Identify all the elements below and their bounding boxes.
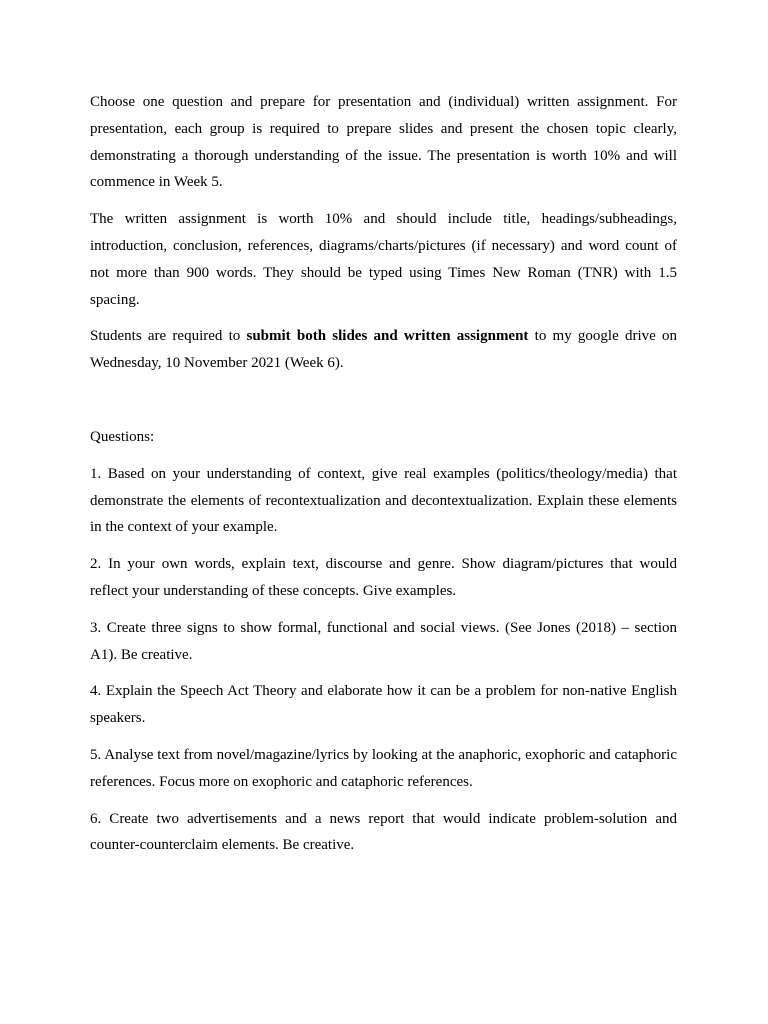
question-5: 5. Analyse text from novel/magazine/lyrics by looking at the anaphoric, exophoric and cataphoric references. Focus more on exophoric and cataphoric references. <box>90 746 677 790</box>
intro-paragraph-2: The written assignment is worth 10% and should include title, headings/subheadings, introduction, conclusion, references, diagrams/charts/pictures (if necessary) and word count of not more than 900 words. They should be typed using Times New Roman (TNR) with 1.5 spacing. <box>90 211 677 308</box>
question-1: 1. Based on your understanding of context, give real examples (politics/theology/media) that demonstrate the elements of recontextualization and decontextualization. Explain these elements in the context of your example. <box>90 465 677 536</box>
submission-text-after: to my google drive on Wednesday, 10 November 2021 (Week 6). <box>90 328 677 372</box>
section-spacer <box>90 387 677 424</box>
submission-paragraph <box>90 323 677 377</box>
questions-heading: Questions: <box>90 428 155 445</box>
document-page <box>90 89 677 869</box>
intro-paragraph-1: Choose one question and prepare for presentation and (individual) written assignment. For presentation, each group is required to prepare slides and present the chosen topic clearly, demonstrating a thorough understanding of the issue. The presentation is worth 10% and will commence in Week 5. <box>90 94 677 191</box>
question-2: 2. In your own words, explain text, discourse and genre. Show diagram/pictures that would reflect your understanding of these concepts. Give examples. <box>90 556 677 599</box>
question-6: 6. Create two advertisements and a news report that would indicate problem-solution and counter-counterclaim elements. Be creative. <box>90 810 677 854</box>
question-3: 3. Create three signs to show formal, functional and social views. (See Jones (2018) – section A1). Be creative. <box>90 619 677 663</box>
submission-text-before: Students are required to <box>90 328 247 345</box>
question-4: 4. Explain the Speech Act Theory and elaborate how it can be a problem for non-native English speakers. <box>90 683 677 727</box>
submission-emphasis: submit both slides and written assignment <box>246 328 529 345</box>
